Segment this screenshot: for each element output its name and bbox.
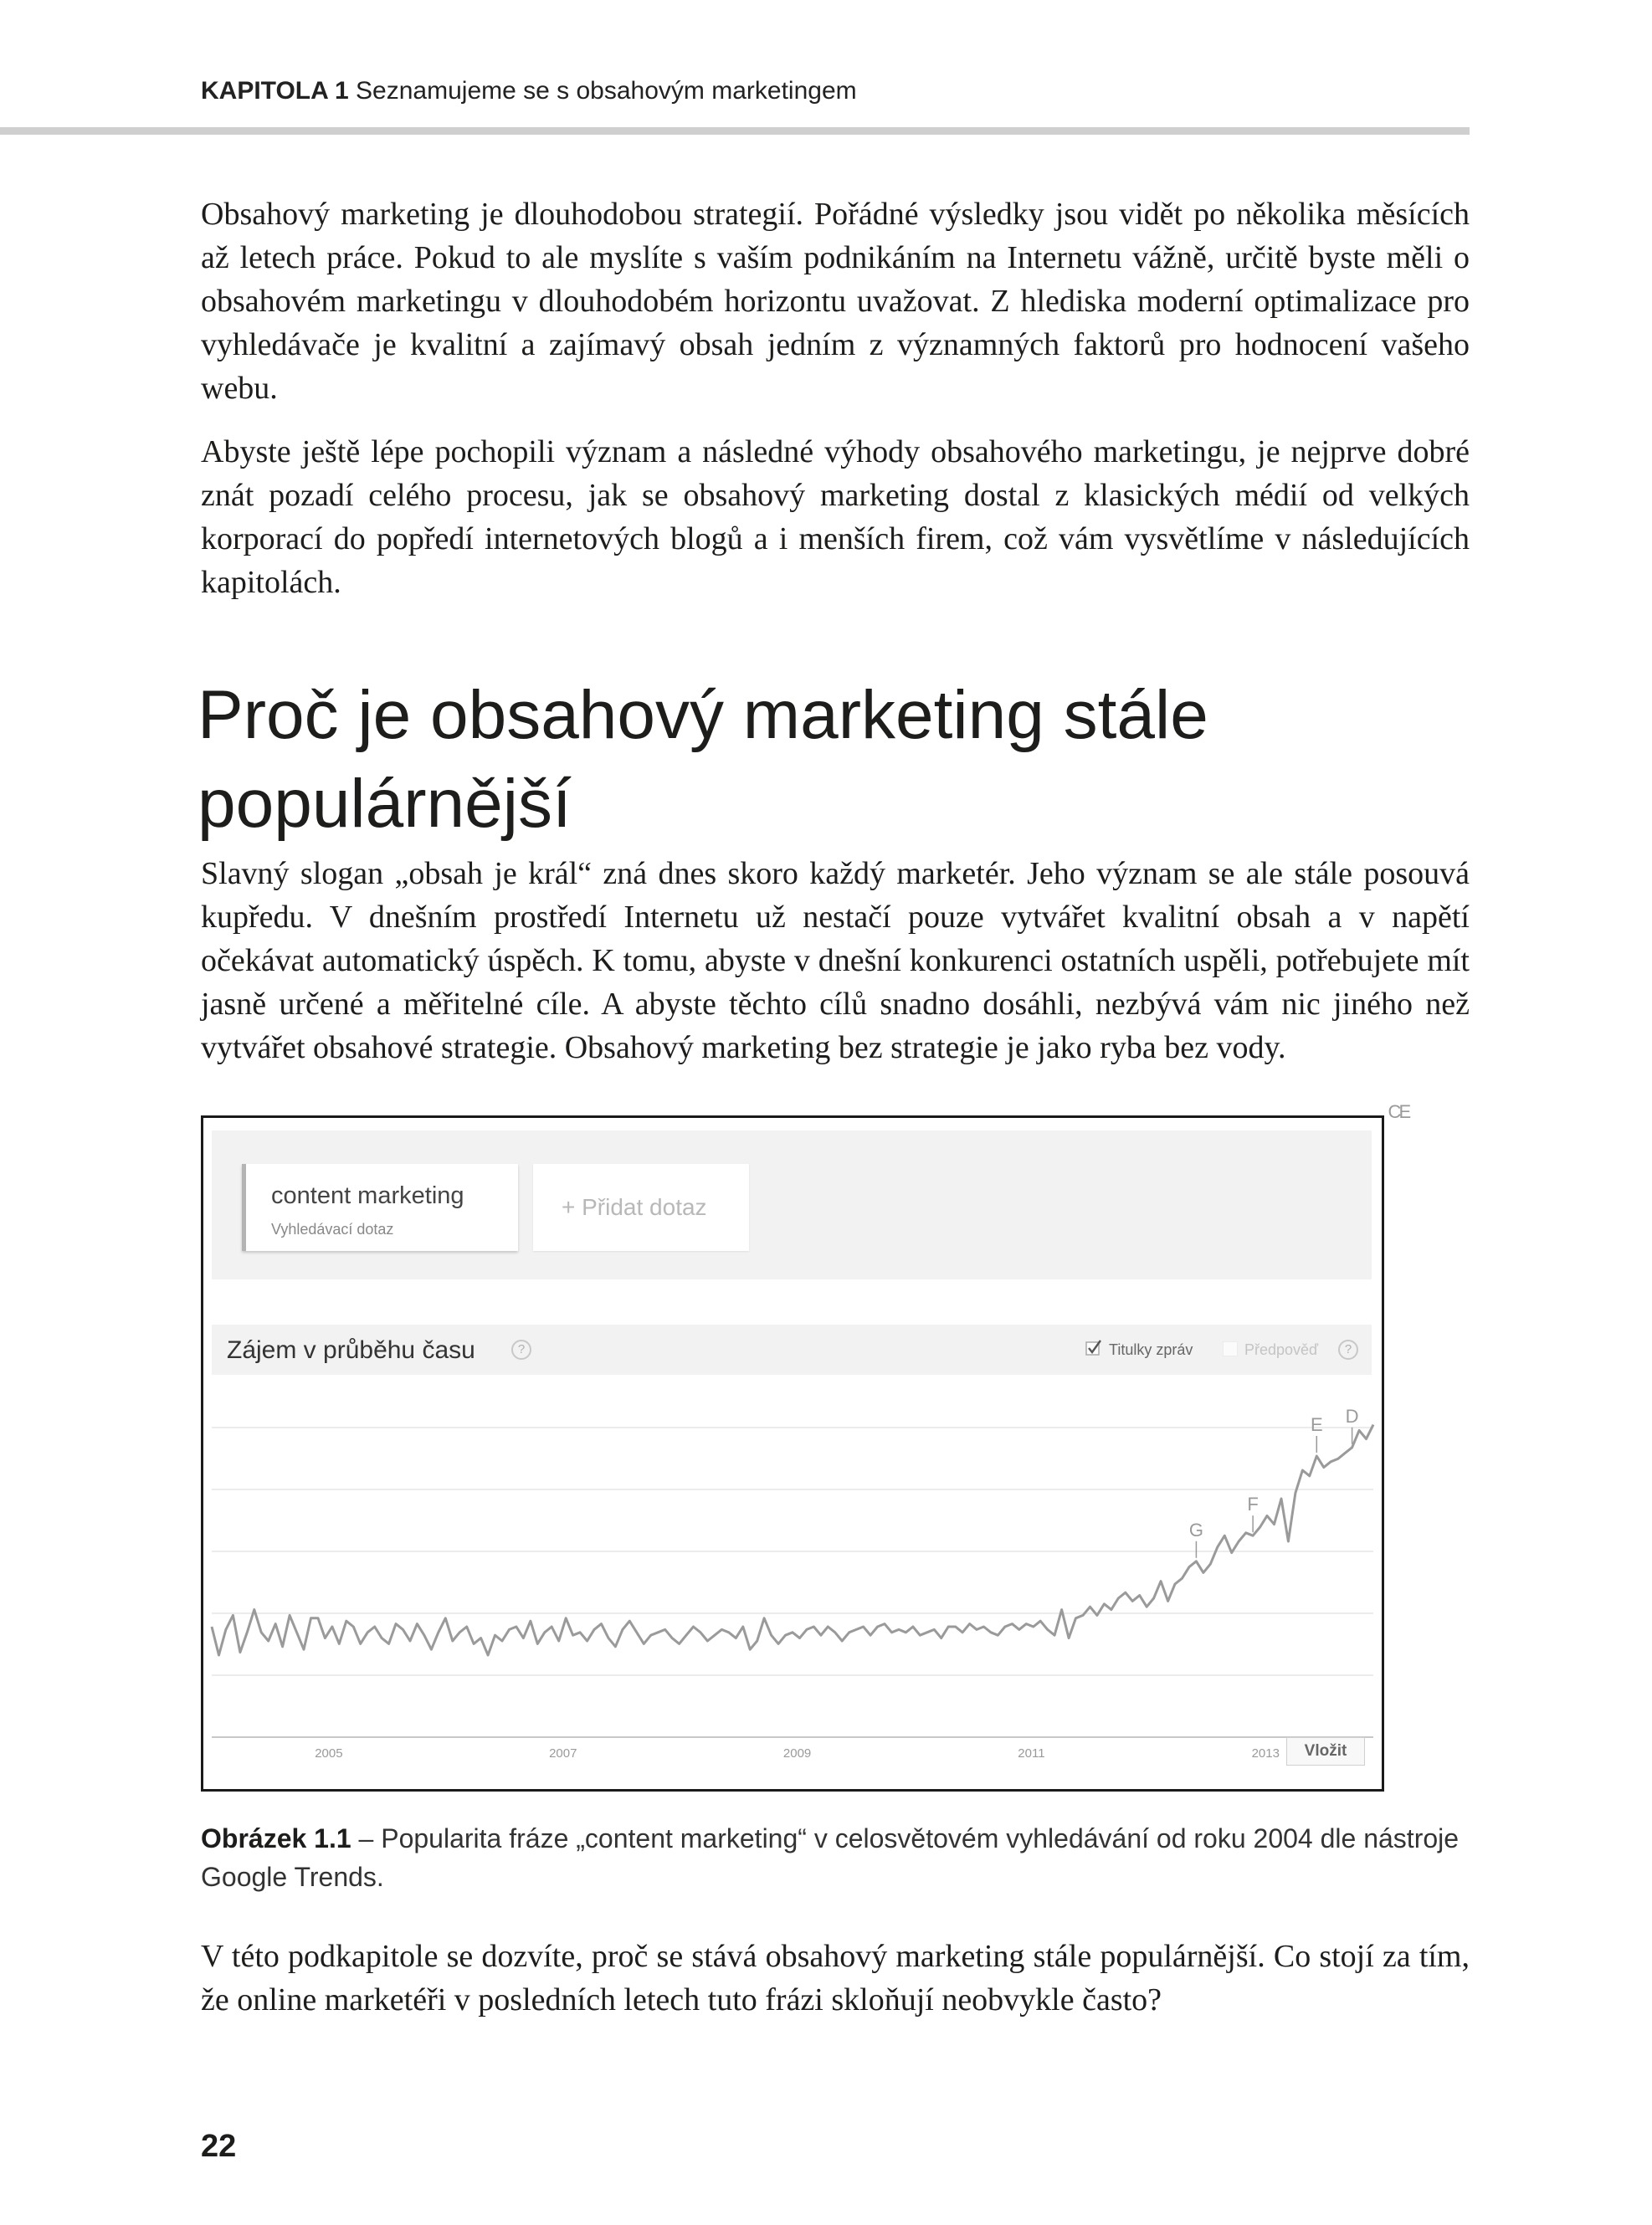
running-head <box>201 77 857 105</box>
x-axis-ticks <box>315 1746 1280 1761</box>
section-title: Proč je obsahový marketing stále populárnější <box>198 677 1208 842</box>
query-subtitle: Vyhledávací dotaz <box>271 1221 394 1238</box>
news-headlines-label: Titulky zpráv <box>1109 1341 1193 1358</box>
embed-button[interactable]: Vložit <box>1286 1737 1365 1766</box>
paragraph-4: V této podkapitole se dozvíte, proč se stává obsahový marketing stále populárnější. Co stojí za tím, že online marketéři v posledních letech tuto frázi skloňují neobvykle často? <box>201 1939 1470 2017</box>
x-tick-label: 2013 <box>1251 1746 1280 1761</box>
annotation-label: E <box>1398 1101 1412 1122</box>
forecast-help-icon[interactable]: ? <box>1338 1340 1358 1360</box>
page-number: 22 <box>201 2129 237 2164</box>
chart-grid <box>212 1428 1373 1737</box>
paragraph-1: Obsahový marketing je dlouhodobou strategií. Pořádné výsledky jsou vidět po několika měsících až letech práce. Pokud to ale myslíte s vaším podnikáním na Internetu vážně, určitě byste měli o obsahovém marketingu v dlouhodobém horizontu uvažovat. Z hlediska moderní optimalizace pro vyhledávače je kvalitní a zajímavý obsah jedním z významných faktorů pro hodnocení vašeho webu. <box>201 197 1470 406</box>
annotation-label: E <box>1310 1414 1323 1435</box>
annotation-label: G <box>1188 1519 1203 1541</box>
annotation-label: D <box>1345 1405 1359 1427</box>
header-rule <box>0 127 1470 135</box>
chapter-title: Seznamujeme se s obsahovým marketingem <box>356 77 857 105</box>
trends-screenshot <box>203 1101 1412 1789</box>
x-tick-label: 2005 <box>315 1746 343 1761</box>
add-query-label: + Přidat dotaz <box>562 1194 707 1220</box>
caption-label: Obrázek 1.1 <box>201 1823 351 1853</box>
query-term: content marketing <box>271 1182 464 1209</box>
x-tick-label: 2007 <box>549 1746 577 1761</box>
help-icon[interactable]: ? <box>511 1340 531 1360</box>
x-tick-label: 2009 <box>782 1746 812 1761</box>
forecast-label: Předpověď <box>1244 1341 1319 1358</box>
annotation-label: F <box>1247 1494 1259 1515</box>
chapter-label: KAPITOLA 1 <box>201 77 349 105</box>
figure-caption <box>201 1819 1470 1896</box>
paragraph-2: Abyste ještě lépe pochopili význam a následné výhody obsahového marketingu, je nejprve dobré znát pozadí celého procesu, jak se obsahový marketing dostal z klasických médií od velkých korporací do popředí internetových blogů a i menších firem, což vám vysvětlíme v následujících kapitolách. <box>201 434 1470 600</box>
interest-title: Zájem v průběhu času <box>227 1336 475 1364</box>
interest-chart <box>203 1101 1412 1789</box>
caption-text: – Popularita fráze „content marketing“ v celosvětovém vyhledávání od roku 2004 dle nástroje Google Trends. <box>201 1823 1460 1892</box>
paragraph-3: Slavný slogan „obsah je král“ zná dnes skoro každý marketér. Jeho význam se ale stále posouvá kupředu. V dnešním prostředí Internetu už nestačí pouze vytvářet kvalitní obsah a v napětí očekávat automatický úspěch. K tomu, abyste v dnešní konkurenci ostatních uspěli, potřebujete mít jasně určené a měřitelné cíle. A abyste těchto cílů snadno dosáhli, nezbývá vám nic jiného než vytvářet obsahové strategie. Obsahový marketing bez strategie je jako ryba bez vody. <box>201 856 1470 1065</box>
x-tick-label: 2011 <box>1018 1746 1045 1761</box>
figure-google-trends <box>201 1101 1412 1792</box>
annotation-label: C <box>1388 1101 1402 1122</box>
